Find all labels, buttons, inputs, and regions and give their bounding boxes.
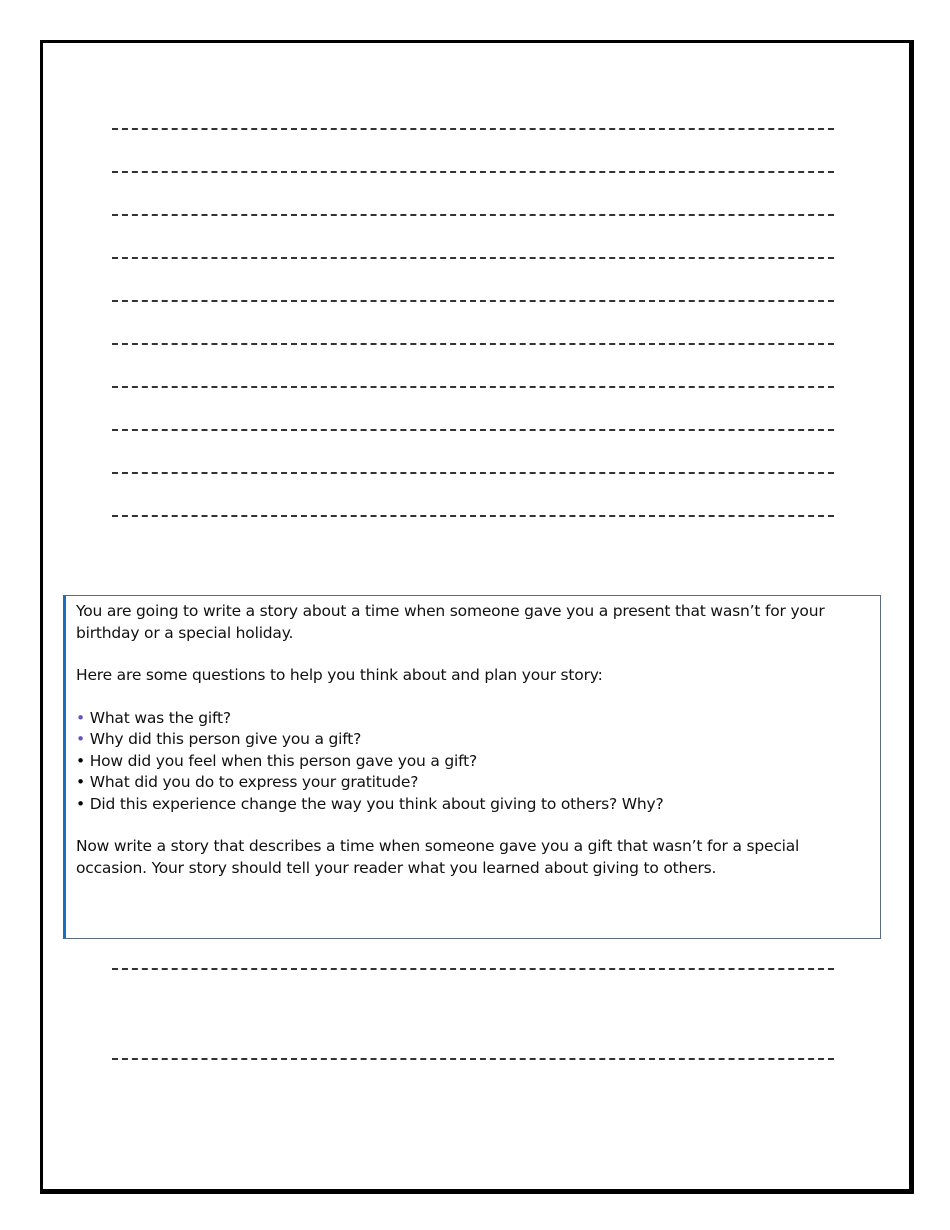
writing-prompt-box (63, 595, 881, 939)
bullet-icon: • (76, 773, 85, 791)
writing-line[interactable] (112, 128, 834, 130)
question-item: • What was the gift? (76, 708, 231, 727)
prompt-intro: You are going to write a story about a time when someone gave you a present that wasn’t for your birthday or a special holiday. (76, 602, 825, 642)
question-item: • What did you do to express your gratitude? (76, 773, 419, 791)
bullet-icon: • (76, 708, 85, 727)
bullet-icon: • (76, 751, 85, 770)
question-item: • Why did this person give you a gift? (76, 730, 362, 748)
writing-line[interactable] (112, 214, 834, 216)
bullet-icon: • (76, 730, 85, 748)
writing-line[interactable] (112, 1058, 834, 1060)
writing-line[interactable] (112, 300, 834, 302)
writing-line[interactable] (112, 429, 834, 431)
prompt-lead: Here are some questions to help you think about and plan your story: (76, 666, 603, 684)
writing-line[interactable] (112, 472, 834, 474)
writing-line[interactable] (112, 171, 834, 173)
writing-line[interactable] (112, 386, 834, 388)
question-item: • How did you feel when this person gave you a gift? (76, 751, 478, 770)
prompt-instruction: Now write a story that describes a time when someone gave you a gift that wasn’t for a special occasion. Your story should tell your reader what you learned about giving to others. (76, 837, 800, 877)
writing-line[interactable] (112, 343, 834, 345)
writing-line[interactable] (112, 968, 834, 970)
bullet-icon: • (76, 794, 85, 813)
question-item: • Did this experience change the way you think about giving to others? Why? (76, 794, 664, 813)
writing-line[interactable] (112, 515, 834, 517)
writing-line[interactable] (112, 257, 834, 259)
